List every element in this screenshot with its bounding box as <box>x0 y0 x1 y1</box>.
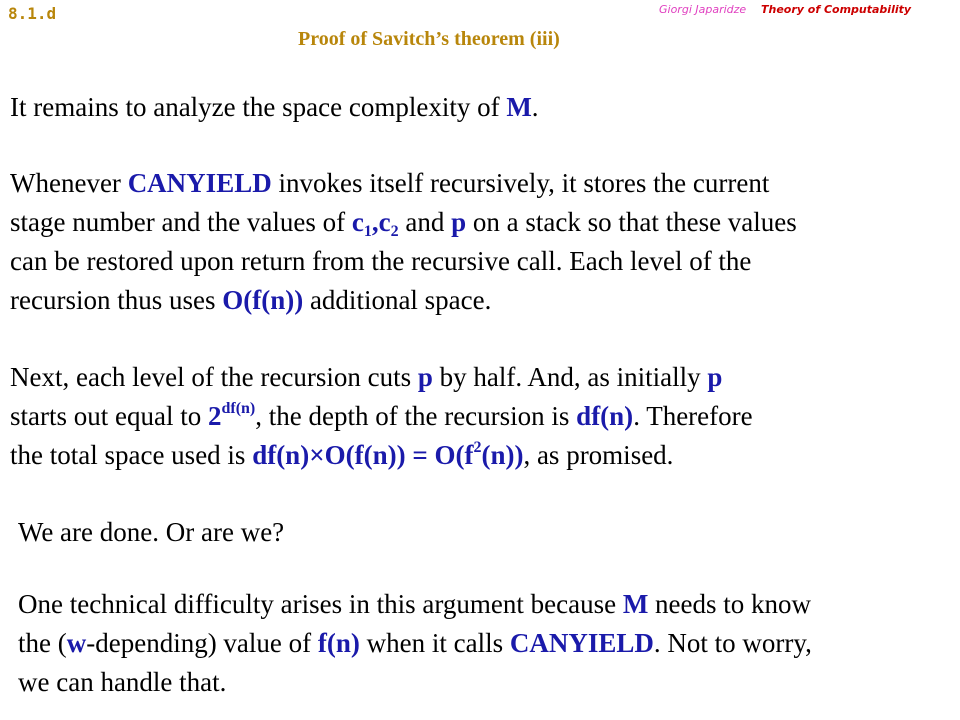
var-p: p <box>451 207 467 237</box>
text-line <box>10 358 753 397</box>
config-c1: $c_1,c_2$ <box>351 207 399 240</box>
text-run: the ( <box>18 628 67 658</box>
slide-title: Proof of Savitch’s theorem (iii) <box>298 28 560 50</box>
text-run: -depending) value of <box>86 628 318 658</box>
big-o-fn: O(f(n)) <box>222 285 304 315</box>
paragraph-recursion-depth <box>10 358 753 475</box>
paragraph-recursion-storage <box>10 164 797 320</box>
text-run: It remains to analyze the space complexity of <box>10 92 507 122</box>
canyield-term: CANYIELD <box>509 628 654 658</box>
text-line <box>10 88 539 127</box>
canyield-term: CANYIELD <box>127 168 272 198</box>
text-run: starts out equal to <box>10 401 208 431</box>
text-run: , the depth of the recursion is <box>255 401 577 431</box>
var-p: p <box>417 362 433 392</box>
course-name: Theory of Computability <box>761 3 912 16</box>
text-line <box>10 436 753 475</box>
text-line <box>10 397 753 436</box>
machine-m: M <box>506 92 532 122</box>
text-run: and <box>398 207 452 237</box>
text-line: can be restored upon return from the recursive call. Each level of the <box>10 246 752 276</box>
total-space-formula: $df(n)\times O(f(n)) = O(f^2(n))$ <box>252 439 524 470</box>
paragraph-space-analysis <box>10 88 539 127</box>
paragraph-done-question <box>18 513 284 552</box>
var-w: w <box>66 628 87 658</box>
text-line: We are done. Or are we? <box>18 517 285 547</box>
fn-term: f(n) <box>317 628 360 658</box>
text-line: we can handle that. <box>18 667 227 697</box>
text-run: stage number and the values of <box>10 207 352 237</box>
depth-dfn: df(n) <box>576 401 634 431</box>
var-p: p <box>707 362 723 392</box>
text-run: when it calls <box>359 628 510 658</box>
text-run: additional space. <box>303 285 492 315</box>
text-line <box>10 281 797 320</box>
text-line <box>18 585 812 624</box>
text-run: One technical difficulty arises in this argument because <box>18 589 623 619</box>
text-run: invokes itself recursively, it stores the current <box>271 168 770 198</box>
text-run: on a stack so that these values <box>466 207 797 237</box>
text-run: recursion thus uses <box>10 285 223 315</box>
text-run: Next, each level of the recursion cuts <box>10 362 418 392</box>
text-run: , as promised. <box>523 440 674 470</box>
text-run: by half. And, as initially <box>432 362 708 392</box>
text-run: Whenever <box>10 168 128 198</box>
text-run: . Not to worry, <box>653 628 812 658</box>
machine-m: M <box>622 589 649 619</box>
text-run: the total space used is <box>10 440 253 470</box>
text-run: . Therefore <box>633 401 753 431</box>
author-name: Giorgi Japaridze <box>659 3 747 16</box>
slide-number: 8.1.d <box>8 4 57 23</box>
text-run: needs to know <box>648 589 812 619</box>
power-of-two: $2^{df(n)}$ <box>207 400 256 431</box>
text-line <box>10 164 797 203</box>
text-line <box>10 203 797 242</box>
text-line <box>18 624 812 663</box>
paragraph-technical-difficulty <box>18 585 812 702</box>
text-run: . <box>531 92 539 122</box>
